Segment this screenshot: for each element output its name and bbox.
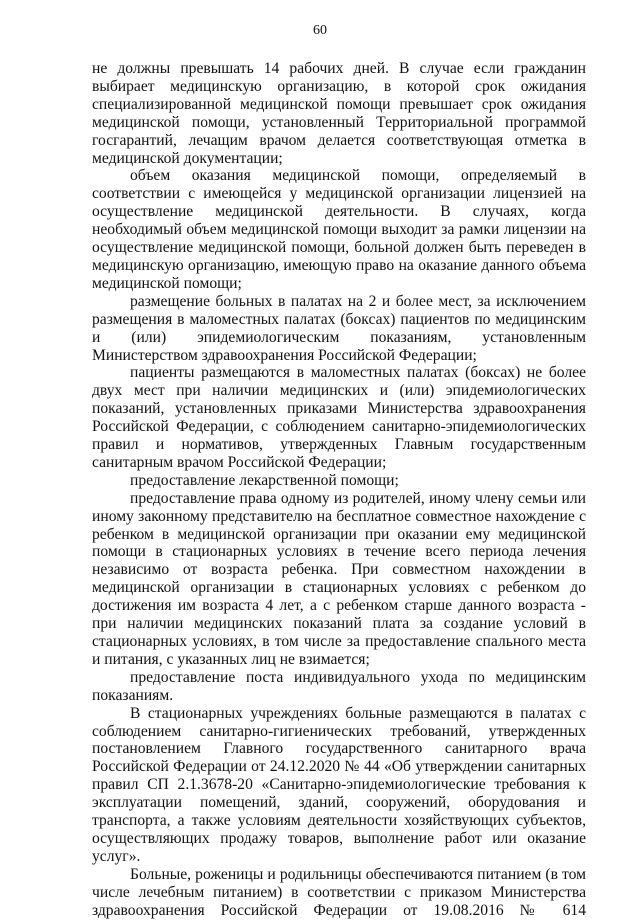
paragraph-drug-assistance: предоставление лекарственной помощи; xyxy=(130,471,399,489)
paragraph-sanitary-rules: В стационарных учреждениях больные размещаются в палатах с соблюдением санитарно-гигиенических требований, утвержденных постановлением Главного государственного санитарного врача Российской Федерации от 24.12.2020 № 44 «Об утверждении санитарных правил СП 2.1.3678-20 «Санитарно-эпидемиологические требования к эксплуатации помещений, зданий, сооружений, оборудования и транспорта, а также условиям деятельности хозяйствующих субъектов, осуществляющих продажу товаров, выполнение работ или оказание услуг». xyxy=(92,704,586,865)
paragraph-license-scope: объем оказания медицинской помощи, определяемый в соответствии с имеющейся у медицинской организации лицензией на осуществление медицинской деятельности. В случаях, когда необходимый объем медицинской помощи выходит за рамки лицензии на осуществление медицинской помощи, больной должен быть переведен в медицинскую организацию, имеющую право на оказание данного объема медицинской помощи; xyxy=(92,167,586,292)
paragraph-individual-care: предоставление поста индивидуального ухода по медицинским показаниям. xyxy=(92,668,586,704)
paragraph-ward-placement: размещение больных в палатах на 2 и более мест, за исключением размещения в маломестных палатах (боксах) пациентов по медицинским и (или) эпидемиологическим показаниям, установленным Министерством здравоохранения Российской Федерации; xyxy=(92,292,586,364)
paragraph-parent-stay: предоставление права одному из родителей, иному члену семьи или иному законному представителю на бесплатное совместное нахождение с ребенком в медицинской организации при оказании ему медицинской помощи в стационарных условиях в течение всего периода лечения независимо от возраста ребенка. При совместном нахождении в медицинской организации в стационарных условиях с ребенком до достижения им возраста 4 лет, а с ребенком старше данного возраста - при наличии медицинских показаний плата за создание условий в стационарных условиях, в том числе за предоставление спального места и питания, с указанных лиц не взимается; xyxy=(92,489,586,668)
document-body xyxy=(92,60,586,920)
paragraph-nutrition: Больные, роженицы и родильницы обеспечиваются питанием (в том числе лечебным питанием) в соответствии с приказом Министерства здравоохранения Российской Федерации от 19.08.2016 № 614 xyxy=(92,865,586,919)
page-number: 60 xyxy=(313,23,327,38)
paragraph-waiting-period: не должны превышать 14 рабочих дней. В случае если гражданин выбирает медицинскую организацию, в которой срок ожидания специализированной медицинской помощи превышает срок ожидания медицинской помощи, установленный Территориальной программой госгарантий, лечащим врачом делается соответствующая отметка в медицинской документации; xyxy=(92,60,586,167)
paragraph-small-wards: пациенты размещаются в маломестных палатах (боксах) не более двух мест при наличии медицинских и (или) эпидемиологических показаний, установленных приказами Министерства здравоохранения Российской Федерации, с соблюдением санитарно-эпидемиологических правил и нормативов, утвержденных Главным государственным санитарным врачом Российской Федерации; xyxy=(92,364,586,471)
